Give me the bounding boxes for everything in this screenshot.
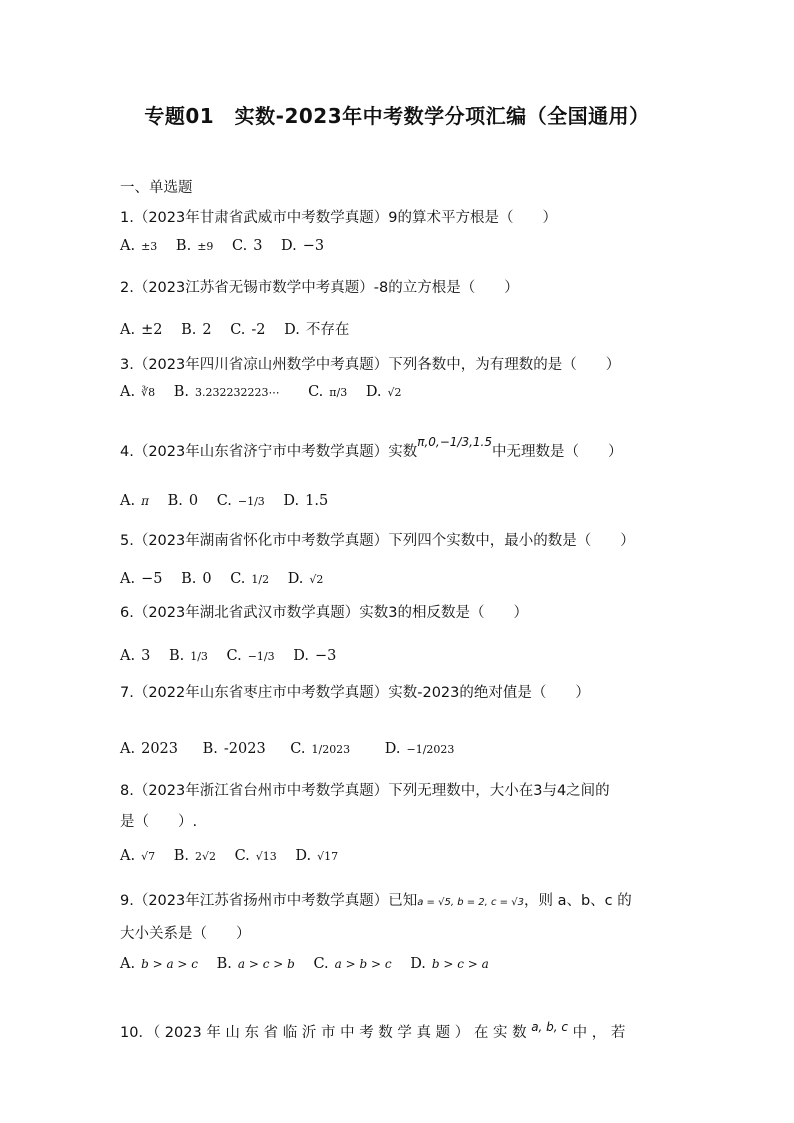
option-a-label: A. (120, 493, 136, 509)
option-c-label: C. (313, 956, 329, 972)
option-b-value: 3.232232223⋯ (194, 386, 280, 399)
option-b-label: B. (181, 571, 197, 587)
option-a-value: b > a > c (141, 957, 199, 971)
question-8-stem: 8.（2023年浙江省台州市中考数学真题）下列无理数中，大小在3与4之间的 (120, 783, 610, 799)
option-d-label: D. (284, 322, 300, 338)
option-d-label: D. (410, 956, 426, 972)
question-9-options (120, 956, 503, 972)
option-c-label: C. (232, 238, 248, 254)
question-6-stem: 6.（2023年湖北省武汉市数学真题）实数3的相反数是（ ） (120, 605, 528, 621)
option-a-label: A. (120, 956, 136, 972)
question-2-options (120, 318, 363, 339)
option-c-value: a > b > c (334, 957, 392, 971)
option-a-value: π (141, 494, 149, 508)
option-d-label: D. (287, 571, 304, 587)
question-8-stem-continued: 是（ ）. (120, 814, 198, 830)
option-b-value: 0 (202, 571, 212, 587)
option-b-label: B. (216, 956, 232, 972)
option-d-value: 不存在 (305, 322, 350, 338)
option-a-value: √7 (141, 850, 156, 863)
option-c-label: C. (290, 741, 306, 757)
option-b-label: B. (202, 741, 218, 757)
question-9-stem (120, 889, 632, 910)
question-4-stem (120, 435, 623, 461)
option-c-value: −1/3 (247, 650, 275, 663)
question-4-stem-end: 中无理数是（ ） (492, 444, 623, 460)
option-c-label: C. (216, 493, 232, 509)
option-d-label: D. (281, 238, 297, 254)
option-d-label: D. (365, 384, 382, 400)
option-c-value: √13 (255, 850, 277, 863)
option-c-value: 3 (253, 238, 263, 254)
option-a-value: 3 (141, 648, 151, 664)
option-d-value: −1/2023 (406, 743, 455, 756)
question-2-stem: 2.（2023江苏省无锡市数学中考真题）-8的立方根是（ ） (120, 280, 519, 296)
question-7-options (120, 741, 468, 757)
option-b-label: B. (167, 493, 183, 509)
option-c-label: C. (234, 848, 250, 864)
question-3-stem: 3.（2023年四川省凉山州数学中考真题）下列各数中，为有理数的是（ ） (120, 357, 621, 373)
option-b-value: 2 (202, 322, 212, 338)
question-4-options (120, 493, 342, 509)
question-9-math: a = √5, b = 2, c = √3 (417, 897, 524, 908)
option-d-label: D. (384, 741, 401, 757)
option-d-label: D. (293, 648, 309, 664)
question-9-stem-continued: 大小关系是（ ） (120, 926, 251, 942)
option-d-value: −3 (302, 238, 325, 254)
option-d-value: b > c > a (431, 957, 489, 971)
option-d-value: √2 (309, 573, 324, 586)
option-a-label: A. (120, 741, 136, 757)
section-heading: 一、单选题 (120, 180, 193, 196)
option-b-label: B. (173, 384, 189, 400)
option-b-value: 1/3 (190, 650, 208, 663)
question-5-stem: 5.（2023年湖南省怀化市中考数学真题）下列四个实数中，最小的数是（ ） (120, 533, 635, 549)
option-d-value: √2 (387, 386, 402, 399)
option-a-label: A. (120, 322, 136, 338)
question-9-stem-end: ，则 a、b、c 的 (523, 893, 632, 909)
option-b-label: B. (168, 648, 185, 664)
option-b-value: 0 (188, 493, 199, 509)
question-4-stem-start: 4.（2023年山东省济宁市中考数学真题）实数 (120, 444, 418, 460)
option-b-label: B. (175, 238, 192, 254)
question-8-options (120, 848, 352, 864)
option-a-label: A. (120, 384, 136, 400)
option-a-label: A. (120, 848, 136, 864)
option-b-label: B. (181, 322, 197, 338)
question-5-options (120, 571, 337, 587)
question-4-math: π,0,−1/3,1.5 (417, 435, 492, 449)
question-1-stem: 1.（2023年甘肃省武威市中考数学真题）9的算术平方根是（ ） (120, 210, 557, 226)
option-c-value: -2 (251, 322, 266, 338)
question-6-options (120, 648, 350, 664)
option-a-label: A. (120, 238, 136, 254)
question-3-options (120, 384, 416, 400)
option-b-value: ±9 (197, 240, 214, 253)
option-b-label: B. (173, 848, 189, 864)
option-a-label: A. (120, 648, 136, 664)
option-c-label: C. (226, 648, 242, 664)
question-1-options (120, 238, 338, 254)
option-c-value: 1/2023 (311, 743, 351, 756)
page-title: 专题01 实数-2023年中考数学分项汇编（全国通用） (144, 104, 650, 128)
option-c-label: C. (308, 384, 324, 400)
option-b-value: -2023 (223, 741, 266, 757)
option-d-label: D. (283, 493, 300, 509)
option-d-value: −3 (314, 648, 337, 664)
option-a-value: −5 (141, 571, 163, 587)
question-10-math: a, b, c (531, 1020, 569, 1034)
question-10-stem-start: 10．（ 2023 年 山 东 省 临 沂 市 中 考 数 学 真 题 ） 在 实 数 (120, 1025, 527, 1041)
question-9-stem-start: 9.（2023年江苏省扬州市中考数学真题）已知 (120, 893, 418, 909)
option-c-label: C. (230, 571, 246, 587)
option-d-label: D. (295, 848, 312, 864)
question-7-stem: 7.（2022年山东省枣庄市中考数学真题）实数-2023的绝对值是（ ） (120, 685, 590, 701)
option-b-value: a > c > b (237, 957, 295, 971)
option-a-label: A. (120, 571, 136, 587)
option-b-value: 2√2 (194, 850, 216, 863)
question-10-stem (120, 1021, 625, 1042)
option-a-value: 2023 (141, 741, 178, 757)
option-d-value: √17 (317, 850, 339, 863)
option-d-value: 1.5 (305, 493, 329, 509)
option-c-value: −1/3 (237, 495, 265, 508)
option-a-value: ∛8 (141, 386, 156, 399)
option-a-value: ±3 (141, 240, 158, 253)
option-a-value: ±2 (141, 322, 163, 338)
question-10-stem-end: 中 ， 若 (572, 1025, 626, 1041)
option-c-value: 1/2 (251, 573, 270, 586)
option-c-value: π/3 (329, 386, 348, 399)
option-c-label: C. (230, 322, 246, 338)
